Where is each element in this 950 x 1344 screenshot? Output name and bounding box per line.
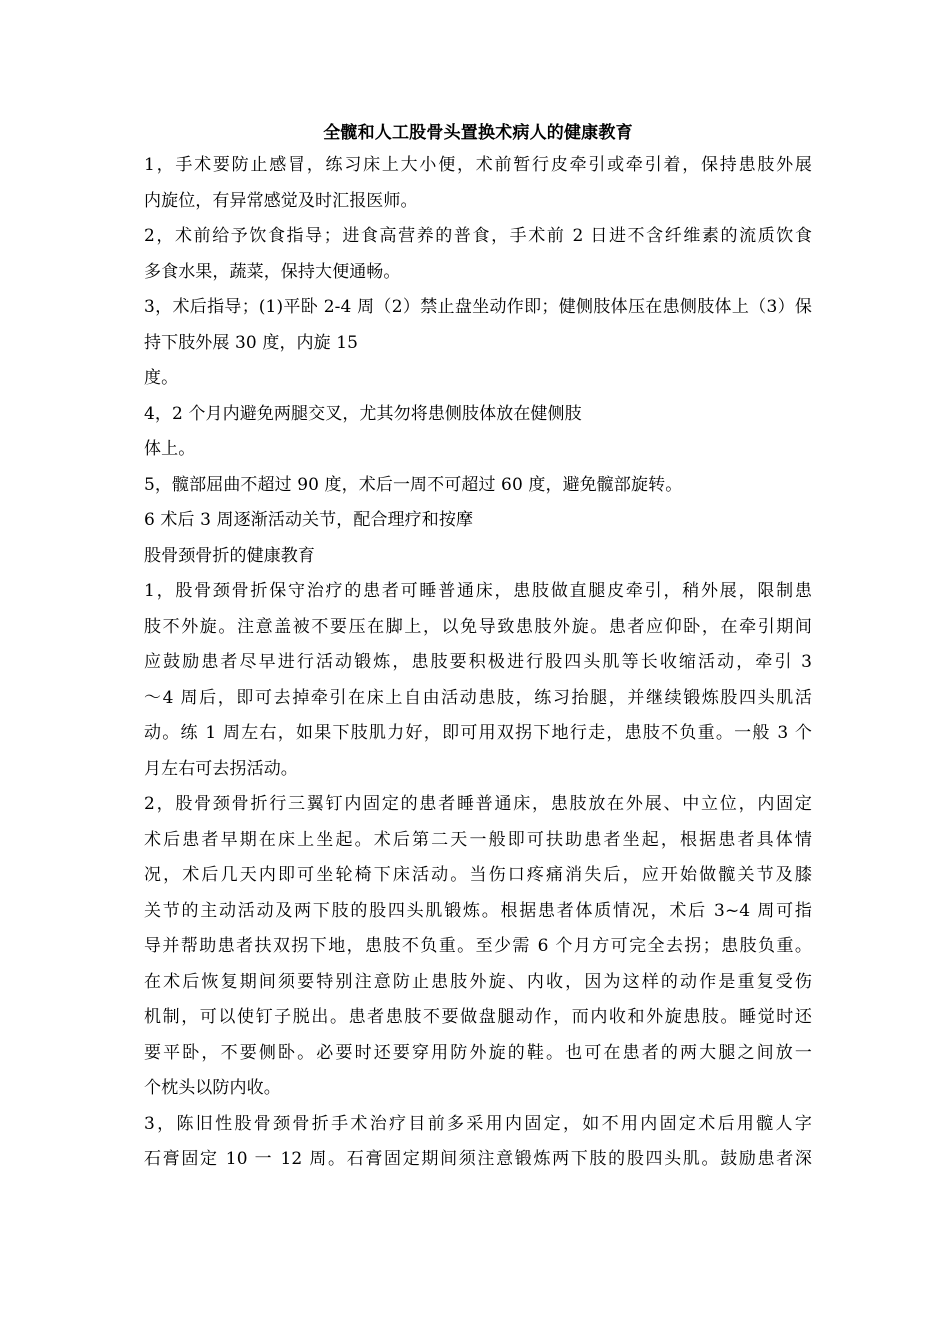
text-line: 3，术后指导；(1)平卧 2-4 周（2）禁止盘坐动作即；健侧肢体压在患侧肢体上（3）保 xyxy=(144,297,812,317)
text-line: 肢不外旋。注意盖被不要压在脚上，以免导致患肢外旋。患者应仰卧，在牵引期间 xyxy=(144,616,812,637)
text-line: 月左右可去拐活动。 xyxy=(144,758,298,779)
text-line: 术后患者早期在床上坐起。术后第二天一般即可扶助患者坐起，根据患者具体情 xyxy=(144,829,812,850)
text-line: 度。 xyxy=(144,368,179,388)
text-line: 石膏固定 10 一 12 周。石膏固定期间须注意锻炼两下肢的股四头肌。鼓励患者深 xyxy=(144,1149,812,1169)
document-body xyxy=(144,148,812,1178)
text-line: 多食水果，蔬菜，保持大便通畅。 xyxy=(144,261,401,282)
text-line: 1，股骨颈骨折保守治疗的患者可睡普通床，患肢做直腿皮牵引，稍外展，限制患 xyxy=(144,581,812,601)
text-line: 导并帮助患者扶双拐下地，患肢不负重。至少需 6 个月方可完全去拐；患肢负重。 xyxy=(144,936,812,956)
text-line: 3，陈旧性股骨颈骨折手术治疗目前多采用内固定，如不用内固定术后用髋人字 xyxy=(144,1113,812,1134)
text-line: 况，术后几天内即可坐轮椅下床活动。当伤口疼痛消失后，应开始做髋关节及膝 xyxy=(144,865,812,885)
text-line: 股骨颈骨折的健康教育 xyxy=(144,545,315,566)
text-line: 4，2 个月内避免两腿交叉，尤其勿将患侧肢体放在健侧肢 xyxy=(144,403,582,424)
text-line: 内旋位，有异常感觉及时汇报医师。 xyxy=(144,190,418,211)
text-line: 5，髋部屈曲不超过 90 度，术后一周不可超过 60 度，避免髋部旋转。 xyxy=(144,474,683,495)
text-line: ～4 周后，即可去掉牵引在床上自由活动患肢，练习抬腿，并继续锻炼股四头肌活 xyxy=(144,687,812,708)
text-line: 动。练 1 周左右，如果下肢肌力好，即可用双拐下地行走，患肢不负重。一般 3 个 xyxy=(144,723,812,743)
text-line: 2，术前给予饮食指导；进食高营养的普食，手术前 2 日进不含纤维素的流质饮食 xyxy=(144,226,812,246)
text-line: 应鼓励患者尽早进行活动锻炼，患肢要积极进行股四头肌等长收缩活动，牵引 3 xyxy=(144,652,812,672)
text-line: 1，手术要防止感冒，练习床上大小便，术前暂行皮牵引或牵引着，保持患肢外展 xyxy=(144,155,812,175)
text-line: 机制，可以使钉子脱出。患者患肢不要做盘腿动作，而内收和外旋患肢。睡觉时还 xyxy=(144,1007,812,1027)
text-line: 6 术后 3 周逐渐活动关节，配合理疗和按摩 xyxy=(144,510,474,530)
document-page xyxy=(144,118,812,1178)
text-line: 在术后恢复期间须要特别注意防止患肢外旋、内收，因为这样的动作是重复受伤 xyxy=(144,971,812,992)
text-line: 体上。 xyxy=(144,439,196,459)
text-line: 持下肢外展 30 度，内旋 15 xyxy=(144,332,359,353)
text-line: 个枕头以防内收。 xyxy=(144,1078,281,1098)
text-line: 要平卧，不要侧卧。必要时还要穿用防外旋的鞋。也可在患者的两大腿之间放一 xyxy=(144,1042,812,1063)
text-line: 2，股骨颈骨折行三翼钉内固定的患者睡普通床，患肢放在外展、中立位，内固定 xyxy=(144,794,812,814)
text-line: 关节的主动活动及两下肢的股四头肌锻炼。根据患者体质情况，术后 3~4 周可指 xyxy=(144,900,812,921)
document-title: 全髋和人工股骨头置换术病人的健康教育 xyxy=(323,123,633,143)
